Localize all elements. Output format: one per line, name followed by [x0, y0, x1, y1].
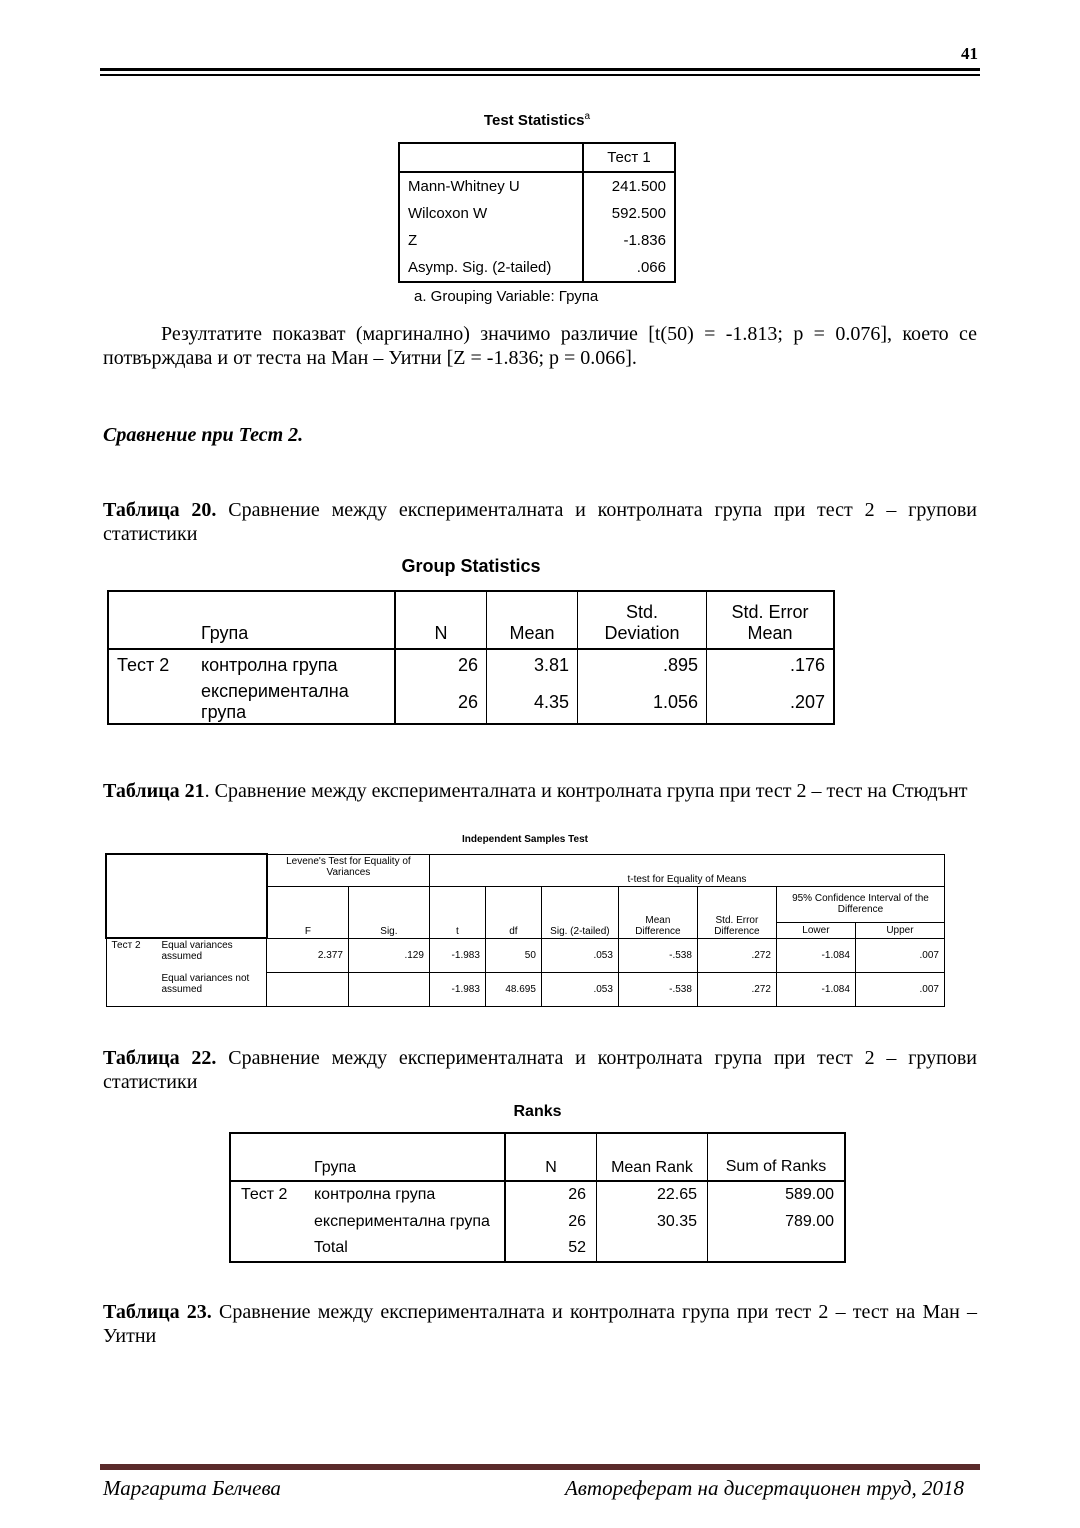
ind-test-title: Independent Samples Test [462, 834, 588, 845]
footer-author: Маргарита Белчева [103, 1476, 281, 1500]
ranks-group: контролна група [304, 1181, 505, 1208]
test-stats-label: Wilcoxon W [399, 200, 583, 227]
test-stats-label: Mann-Whitney U [399, 172, 583, 200]
ind-cell: 50 [485, 938, 541, 972]
ranks-group: експериментална група [304, 1208, 505, 1235]
test-stats-value: 241.500 [611, 178, 666, 195]
ind-levene-header: Levene's Test for Equality of Variances [267, 854, 430, 886]
ranks-n: 52 [505, 1235, 597, 1262]
group-stats-table [107, 590, 835, 725]
ranks-mean-rank: 30.35 [597, 1208, 708, 1235]
ranks-test-label: Тест 2 [241, 1186, 288, 1203]
ranks-header: Sum of Ranks [725, 1158, 827, 1175]
ranks-n: 26 [505, 1181, 597, 1208]
test-stats-label: Asymp. Sig. (2-tailed) [399, 254, 583, 282]
gs-header: Mean [487, 591, 578, 649]
ind-cell: -1.983 [429, 972, 485, 1006]
ind-cell [348, 972, 429, 1006]
footer-work: Автореферат на дисертационен труд, 2018 [564, 1476, 964, 1500]
gs-header: Група [193, 591, 395, 649]
gs-sd: 1.056 [578, 681, 707, 724]
ranks-header: Група [304, 1133, 505, 1181]
ind-cell: .053 [541, 938, 618, 972]
ind-col: t [429, 886, 485, 938]
ranks-title: Ranks [513, 1103, 562, 1120]
ind-ci-header: 95% Confidence Interval of the Difference [776, 886, 944, 922]
ind-test-table [105, 853, 945, 1007]
ind-cell: .007 [855, 938, 944, 972]
ind-cell: -.538 [618, 938, 697, 972]
caption-table-23: Таблица 23. Сравнение между експерименталната и контролната група при тест 2 – тест на Ман – Уитни [103, 1301, 977, 1347]
ind-cell: .007 [855, 972, 944, 1006]
ranks-mean-rank [597, 1235, 708, 1262]
page-number: 41 [961, 44, 978, 63]
ranks-n: 26 [505, 1208, 597, 1235]
ind-row-label: Equal variances assumed [157, 938, 267, 972]
ind-col: df [485, 886, 541, 938]
gs-group: контролна група [193, 649, 395, 681]
group-stats-title: Group Statistics [401, 556, 541, 576]
ind-cell: -.538 [618, 972, 697, 1006]
test-stats-value: -1.836 [623, 232, 666, 249]
gs-sd: .895 [578, 649, 707, 681]
ind-cell: -1.084 [776, 938, 855, 972]
ind-cell: .272 [697, 938, 776, 972]
caption-table-22: Таблица 22. Сравнение между експерименталната и контролната група при тест 2 – групови статистики [103, 1047, 977, 1093]
ind-col: Sig. [348, 886, 429, 938]
ind-col: Sig. (2-tailed) [541, 886, 618, 938]
test-stats-table [398, 142, 676, 283]
ranks-sum: 589.00 [785, 1186, 834, 1203]
test-stats-value: .066 [636, 259, 666, 276]
gs-header: Std. Error Mean [731, 602, 809, 643]
footer-rule [100, 1464, 980, 1470]
gs-header: Std. Deviation [578, 591, 707, 649]
test-stats-footnote: a. Grouping Variable: Група [414, 288, 599, 305]
gs-mean: 4.35 [487, 681, 578, 724]
test-stats-title: Test Statistics$^a$ [483, 111, 591, 129]
ind-cell [267, 972, 349, 1006]
ranks-group: Total [304, 1235, 505, 1262]
ind-cell: .053 [541, 972, 618, 1006]
gs-mean: 3.81 [487, 649, 578, 681]
ind-cell: -1.983 [429, 938, 485, 972]
ranks-mean-rank: 22.65 [597, 1181, 708, 1208]
ind-cell: -1.084 [776, 972, 855, 1006]
ind-col: Mean Difference [618, 886, 697, 938]
ind-col: Upper [855, 922, 944, 938]
caption-table-21: Таблица 21. Сравнение между експерименталната и контролната група при тест 2 – тест на Стюдънт [103, 780, 968, 802]
gs-n: 26 [395, 649, 487, 681]
gs-group: експериментална група [193, 681, 395, 724]
gs-header: N [395, 591, 487, 649]
ind-cell: 2.377 [267, 938, 349, 972]
gs-test-label: Тест 2 [117, 655, 170, 675]
ind-cell: .272 [697, 972, 776, 1006]
ind-cell: 48.695 [485, 972, 541, 1006]
ranks-header: Mean Rank [597, 1133, 708, 1181]
ranks-header: N [505, 1133, 597, 1181]
test-stats-label: Z [399, 227, 583, 254]
ind-col: Lower [776, 922, 855, 938]
ind-test-label: Тест 2 [106, 938, 157, 972]
header-rule-thin [100, 74, 980, 76]
test-stats-value: 592.500 [611, 205, 666, 222]
ind-ttest-header: t-test for Equality of Means [429, 854, 944, 886]
ranks-table [229, 1132, 846, 1263]
test-stats-col: Тест 1 [607, 149, 651, 166]
ind-row-label: Equal variances not assumed [157, 972, 267, 1006]
ranks-sum: 789.00 [785, 1212, 834, 1230]
ranks-sum [708, 1235, 846, 1262]
ind-col: Std. Error Difference [697, 886, 776, 938]
ind-cell: .129 [348, 938, 429, 972]
gs-n: 26 [395, 681, 487, 724]
ind-col: F [267, 886, 349, 938]
results-paragraph: Резултатите показват (маргинално) значимо различие [t(50) = -1.813; p = 0.076], което се потвърждава и от теста на Ман – Уитни [Z = -1.836; p = 0.066]. [103, 323, 977, 369]
section-title: Сравнение при Тест 2. [103, 424, 304, 446]
gs-se: .207 [789, 691, 825, 712]
caption-table-20: Таблица 20. Сравнение между експерименталната и контролната група при тест 2 – групови статистики [103, 499, 977, 545]
gs-se: .176 [789, 655, 825, 675]
header-rule [100, 68, 980, 71]
